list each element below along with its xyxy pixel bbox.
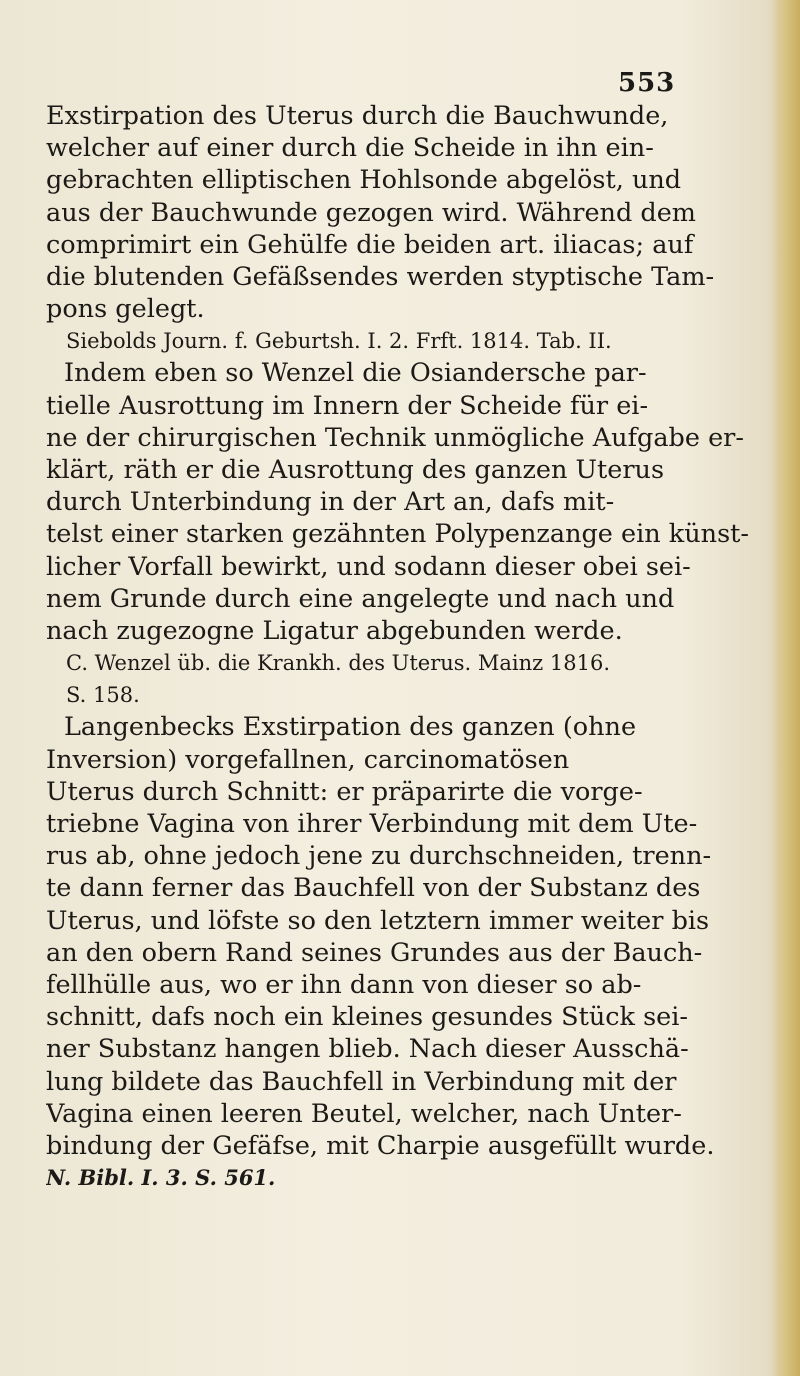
text-line: Uterus, und löfste so den letztern immer weiter bis [46,905,710,936]
text-line: nach zugezogne Ligatur abgebunden werde. [46,616,623,647]
text-line: lung bildete das Bauchfell in Verbindung mit der [46,1066,677,1097]
text-line: ne der chirurgischen Technik unmögliche Aufgabe er- [46,422,744,453]
text-line: comprimirt ein Gehülfe die beiden art. iliacas; auf [46,229,694,260]
page-number: 553 [618,68,676,98]
text-line: ner Substanz hangen blieb. Nach dieser Ausschä- [46,1034,689,1065]
citation: N. Bibl. I. 3. S. 561. [46,1165,276,1191]
text-line: rus ab, ohne jedoch jene zu durchschneiden, trenn- [46,841,712,872]
text-line: durch Unterbindung in der Art an, dafs mit- [46,487,615,518]
text-line: fellhülle aus, wo er ihn dann von dieser so ab- [46,970,642,1001]
text-line: die blutenden Gefäßsendes werden styptische Tam- [46,262,715,293]
text-line: aus der Bauchwunde gezogen wird. Während dem [46,197,696,228]
text-line: triebne Vagina von ihrer Verbindung mit dem Ute- [46,809,698,840]
text-line: welcher auf einer durch die Scheide in ihn ein- [46,133,654,164]
text-line: Inversion) vorgefallnen, carcinomatösen [46,744,570,775]
page-spine-edge [772,0,800,1376]
text-line: pons gelegt. [46,294,205,325]
text-line: te dann ferner das Bauchfell von der Substanz des [46,873,701,904]
text-line: tielle Ausrottung im Innern der Scheide für ei- [46,390,649,421]
text-line: an den obern Rand seines Grundes aus der Bauch- [46,937,703,968]
text-line: schnitt, dafs noch ein kleines gesundes Stück sei- [46,1002,689,1033]
text-line: nem Grunde durch eine angelegte und nach und [46,583,675,614]
text-line: Vagina einen leeren Beutel, welcher, nach Unter- [46,1098,682,1129]
citation: Siebolds Journ. f. Geburtsh. I. 2. Frft. 1814. Tab. II. [66,329,612,354]
text-line: gebrachten elliptischen Hohlsonde abgelöst, und [46,165,682,196]
text-line: klärt, räth er die Ausrottung des ganzen Uterus [46,455,665,486]
text-line: Uterus durch Schnitt: er präparirte die vorge- [46,776,643,807]
citation: C. Wenzel üb. die Krankh. des Uterus. Mainz 1816. [66,651,611,676]
text-line: telst einer starken gezähnten Polypenzange ein künst- [46,519,750,550]
text-line: Langenbecks Exstirpation des ganzen (ohne [64,712,637,743]
text-line: Exstirpation des Uterus durch die Bauchwunde, [46,101,669,131]
text-line: licher Vorfall bewirkt, und sodann dieser obei sei- [46,551,691,582]
citation-continuation: S. 158. [66,683,140,708]
text-line: bindung der Gefäfse, mit Charpie ausgefüllt wurde. [46,1131,715,1162]
text-line: Indem eben so Wenzel die Osiandersche par- [64,358,647,389]
body-text [46,100,762,1195]
